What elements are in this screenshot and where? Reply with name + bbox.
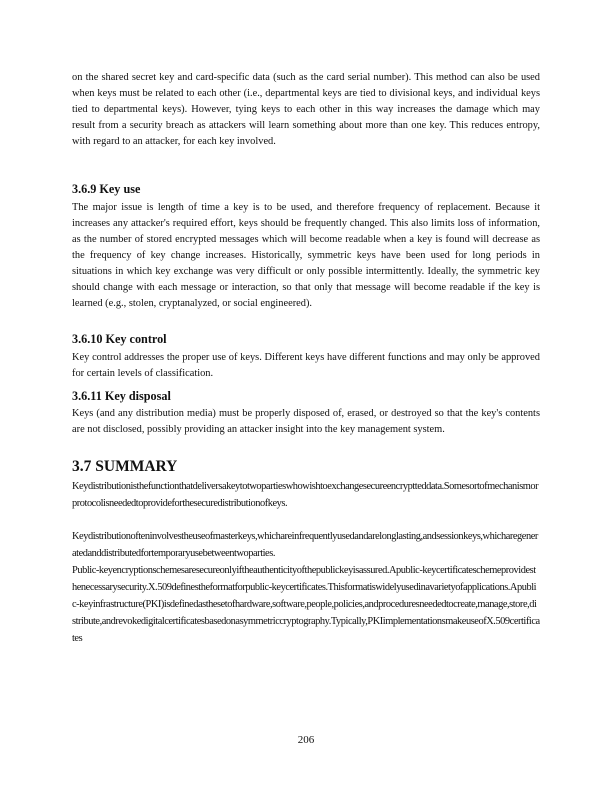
summary-paragraph-3: Public-keyencryptionschemesaresecureonlyiftheauthenticityofthepublickeyisassured.Apublic-keycertificateschemeprovidesthenecessarysecurity.X.509definestheformatforpublic-keycertificates.Thisformatiswidelyusedinavarietyofapplications.Apublic-keyinfrastructure(PKI)isdefinedasthesetofhardware,software,people,policies,andproceduresneededtocreate,manage,store,distribute,andrevokedigitalcertificatesbasedonasymmetriccryptography.Typically,PKIimplementationsmakeuseofX.509certificates	[72, 565, 540, 644]
heading-key-use: 3.6.9 Key use	[72, 182, 141, 196]
page-number: 206	[297, 734, 315, 746]
summary-heading: 3.7 SUMMARY	[72, 458, 178, 475]
paragraph-key-disposal: Keys (and any distribution media) must be properly disposed of, erased, or destroyed so that the key's contents are not disclosed, possibly providing an attacker insight into the key management system.	[72, 408, 540, 435]
heading-key-disposal: 3.6.11 Key disposal	[72, 389, 171, 403]
paragraph-key-control: Key control addresses the proper use of keys. Different keys have different functions and may only be approved for certain levels of classification.	[72, 352, 540, 379]
heading-key-control: 3.6.10 Key control	[72, 332, 167, 346]
summary-paragraph-1: Keydistributionisthefunctionthatdeliversakeytotwopartieswhowishtoexchangesecureencryptteddata.Somesortofmechanismorprotocolisneededtoprovideforthesecuredistributionofkeys.	[72, 481, 539, 509]
summary-paragraph-2: Keydistributionofteninvolvestheuseofmasterkeys,whichareinfrequentlyusedandarelonglasting,andsessionkeys,whicharegeneratedanddistributedfortemporaryusebetweentwoparties.	[72, 531, 538, 559]
paragraph-key-use: The major issue is length of time a key is to be used, and therefore frequency of replacement. Because it increases any attacker's required effort, keys should be frequently changed. This also limits loss of information, as the number of stored encrypted messages which will become readable when a key is found will decrease as the frequency of key change increases. Historically, symmetric keys have been used for long periods in situations in which key exchange was very difficult or only possible intermittently. Ideally, the symmetric key should change with each message or interaction, so that only that message will become readable if the key is learned (e.g., stolen, cryptanalyzed, or social engineered).	[72, 202, 540, 309]
intro-paragraph: on the shared secret key and card-specific data (such as the card serial number). This method can also be used when keys must be related to each other (i.e., departmental keys are tied to divisional keys, and individual keys tied to departmental keys). However, tying keys to each other in this way increases the damage which may result from a security breach as attackers will learn something about more than one key. This reduces entropy, with regard to an attacker, for each key involved.	[72, 72, 540, 147]
